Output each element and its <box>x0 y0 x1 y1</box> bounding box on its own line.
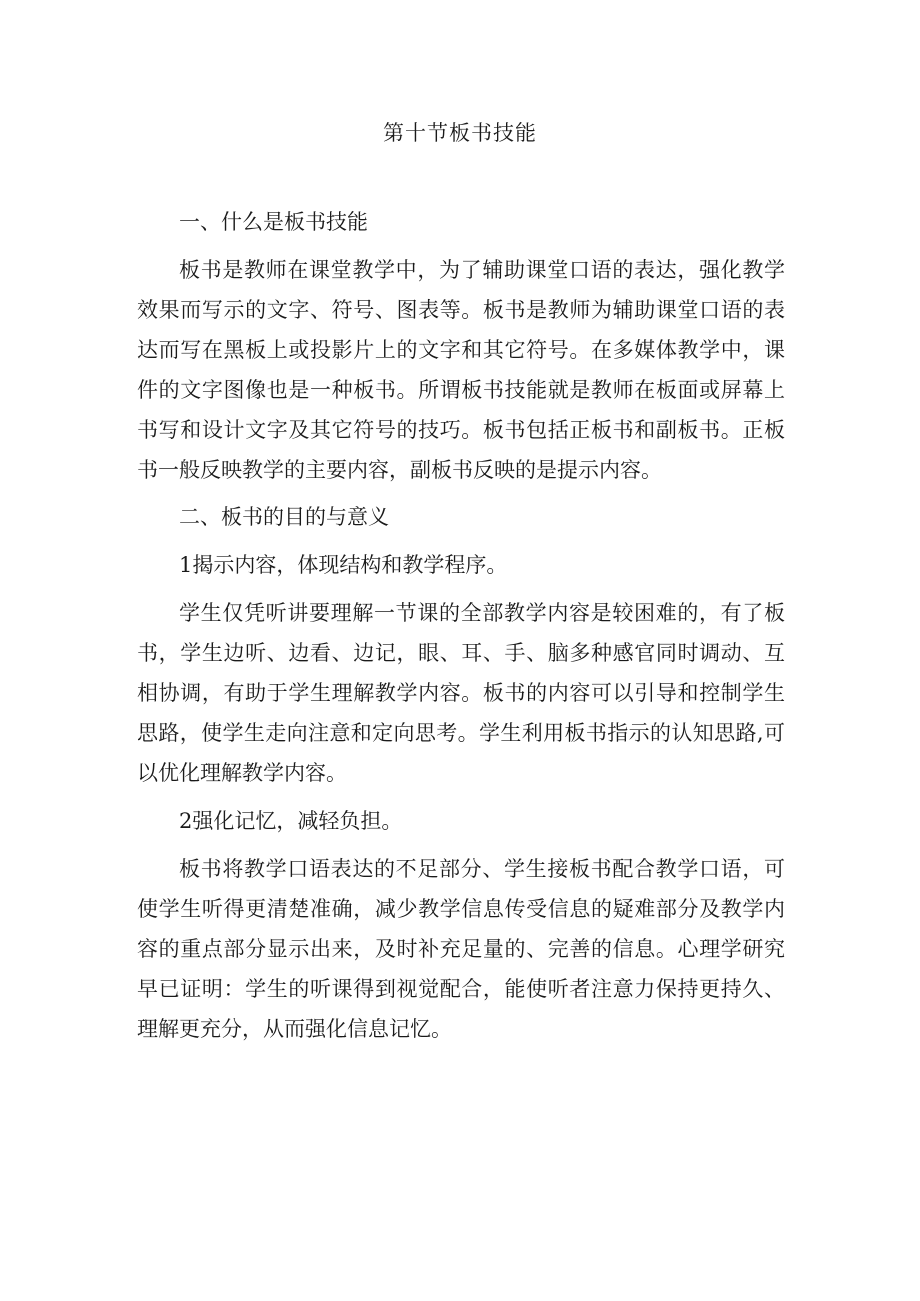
paragraph-definition: 板书是教师在课堂教学中，为了辅助课堂口语的表达，强化教学效果而写示的文字、符号、图表等。板书是教师为辅助课堂口语的表达而写在黑板上或投影片上的文字和其它符号。在多媒体教学中，课件的文字图像也是一种板书。所谓板书技能就是教师在板面或屏幕上书写和设计文字及其它符号的技巧。板书包括正板书和副板书。正板书一般反映教学的主要内容，副板书反映的是提示内容。 <box>137 258 785 482</box>
section-heading-what-is: 一、什么是板书技能 <box>179 210 368 234</box>
paragraph-reveal-content: 学生仅凭听讲要理解一节课的全部教学内容是较困难的，有了板书，学生边听、边看、边记，眼、耳、手、脑多种感官同时调动、互相协调，有助于学生理解教学内容。板书的内容可以引导和控制学生思路，使学生走向注意和定向思考。学生利用板书指示的认知思路,可以优化理解教学内容。 <box>137 601 785 785</box>
section-heading-purpose: 二、板书的目的与意义 <box>179 505 389 529</box>
page-title: 第十节板书技能 <box>383 121 537 145</box>
paragraph-strengthen-memory: 板书将教学口语表达的不足部分、学生接板书配合教学口语，可使学生听得更清楚准确，减少教学信息传受信息的疑难部分及教学内容的重点部分显示出来，及时补充足量的、完善的信息。心理学研究早已证明：学生的听课得到视觉配合，能使听者注意力保持更持久、理解更充分，从而强化信息记忆。 <box>137 857 785 1041</box>
subheading-reveal-content: 1揭示内容，体现结构和教学程序。 <box>179 553 508 577</box>
document-body <box>137 202 785 1049</box>
subheading-strengthen-memory: 2强化记忆，减轻负担。 <box>179 809 403 833</box>
